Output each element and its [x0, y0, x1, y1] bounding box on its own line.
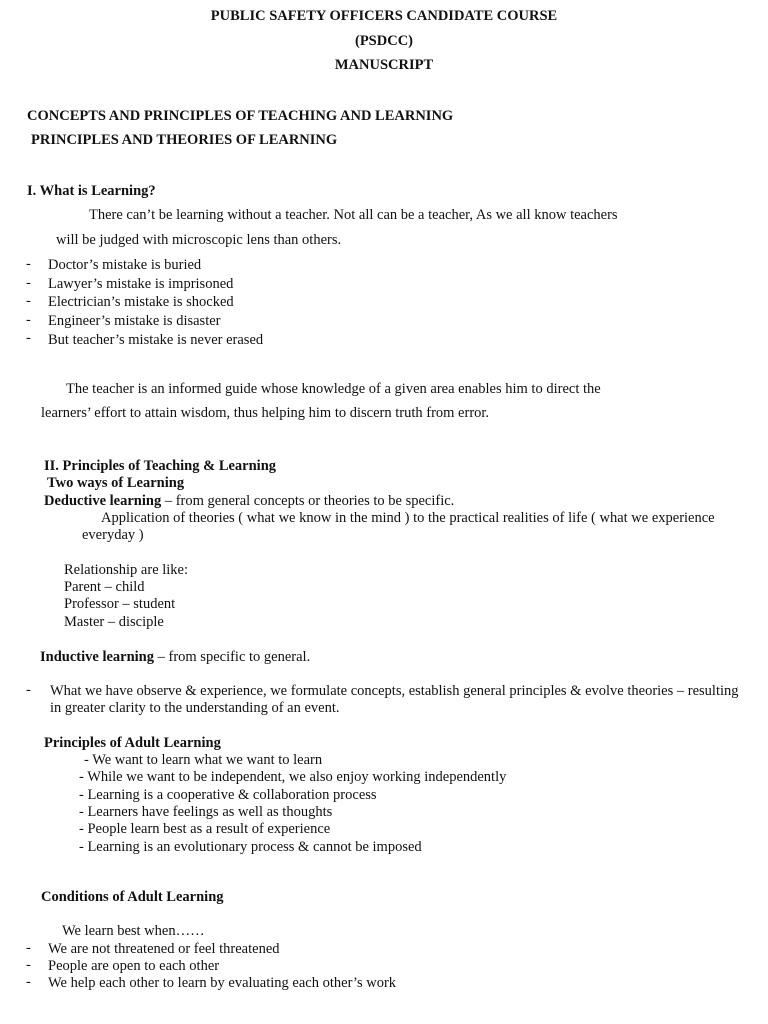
inductive-line-2: in greater clarity to the understanding of an event.	[50, 700, 340, 716]
inductive-definition	[40, 649, 310, 666]
adult-principle-item: - While we want to be independent, we also enjoy working independently	[79, 769, 507, 785]
relationship-item: Professor – student	[64, 596, 176, 612]
deductive-definition	[44, 493, 454, 510]
inductive-def: – from specific to general.	[154, 649, 311, 665]
application-line-2: everyday )	[82, 527, 144, 543]
adult-principle-item: - Learning is a cooperative & collaboration process	[79, 787, 377, 803]
deductive-term: Deductive learning	[44, 493, 162, 509]
adult-principle-item: - People learn best as a result of experience	[79, 821, 331, 837]
bullet-dash: -	[26, 682, 31, 698]
relationship-item: Parent – child	[64, 579, 145, 595]
adult-principle-item: - Learning is an evolutionary process & cannot be imposed	[79, 839, 422, 855]
bullet-dash: -	[26, 330, 31, 346]
section-1-title: I. What is Learning?	[27, 183, 156, 199]
course-title: PUBLIC SAFETY OFFICERS CANDIDATE COURSE	[210, 8, 558, 24]
deductive-def: – from general concepts or theories to be specific.	[161, 493, 455, 509]
manuscript-label: MANUSCRIPT	[334, 57, 434, 73]
condition-item: People are open to each other	[48, 958, 220, 974]
bullet-dash: -	[26, 256, 31, 272]
learning-paragraph-line-2: will be judged with microscopic lens than others.	[56, 232, 342, 248]
mistake-item: Doctor’s mistake is buried	[48, 257, 202, 273]
guide-paragraph-line-2: learners’ effort to attain wisdom, thus helping him to discern truth from error.	[41, 405, 490, 421]
section-2-title: II. Principles of Teaching & Learning	[44, 458, 277, 474]
learning-paragraph-line-1: There can’t be learning without a teacher. Not all can be a teacher, As we all know teachers	[89, 207, 618, 223]
mistake-item: Lawyer’s mistake is imprisoned	[48, 276, 234, 292]
bullet-dash: -	[26, 974, 31, 990]
adult-principle-item: - Learners have feelings as well as thoughts	[79, 804, 333, 820]
condition-item: We help each other to learn by evaluating each other’s work	[48, 975, 397, 991]
theories-heading: PRINCIPLES AND THEORIES OF LEARNING	[31, 132, 338, 148]
relationship-item: Master – disciple	[64, 614, 164, 630]
bullet-dash: -	[26, 940, 31, 956]
relationship-title: Relationship are like:	[64, 562, 189, 578]
inductive-term: Inductive learning	[40, 649, 154, 665]
bullet-dash: -	[26, 957, 31, 973]
mistake-item: Engineer’s mistake is disaster	[48, 313, 221, 329]
two-ways-subtitle: Two ways of Learning	[47, 475, 185, 491]
course-acronym: (PSDCC)	[355, 33, 413, 49]
mistake-item: Electrician’s mistake is shocked	[48, 294, 234, 310]
adult-principle-item: - We want to learn what we want to learn	[84, 752, 323, 768]
condition-item: We are not threatened or feel threatened	[48, 941, 280, 957]
bullet-dash: -	[26, 312, 31, 328]
adult-conditions-intro: We learn best when……	[62, 923, 205, 939]
concepts-heading: CONCEPTS AND PRINCIPLES OF TEACHING AND LEARNING	[27, 108, 454, 124]
application-line-1: Application of theories ( what we know in the mind ) to the practical realities of life ( what we experience	[101, 510, 715, 526]
mistake-item: But teacher’s mistake is never erased	[48, 332, 264, 348]
adult-conditions-title: Conditions of Adult Learning	[41, 889, 224, 905]
bullet-dash: -	[26, 293, 31, 309]
guide-paragraph-line-1: The teacher is an informed guide whose knowledge of a given area enables him to direct the	[66, 381, 601, 397]
inductive-line-1: What we have observe & experience, we formulate concepts, establish general principles & evolve theories – resulting	[50, 683, 739, 699]
bullet-dash: -	[26, 275, 31, 291]
adult-principles-title: Principles of Adult Learning	[44, 735, 221, 751]
